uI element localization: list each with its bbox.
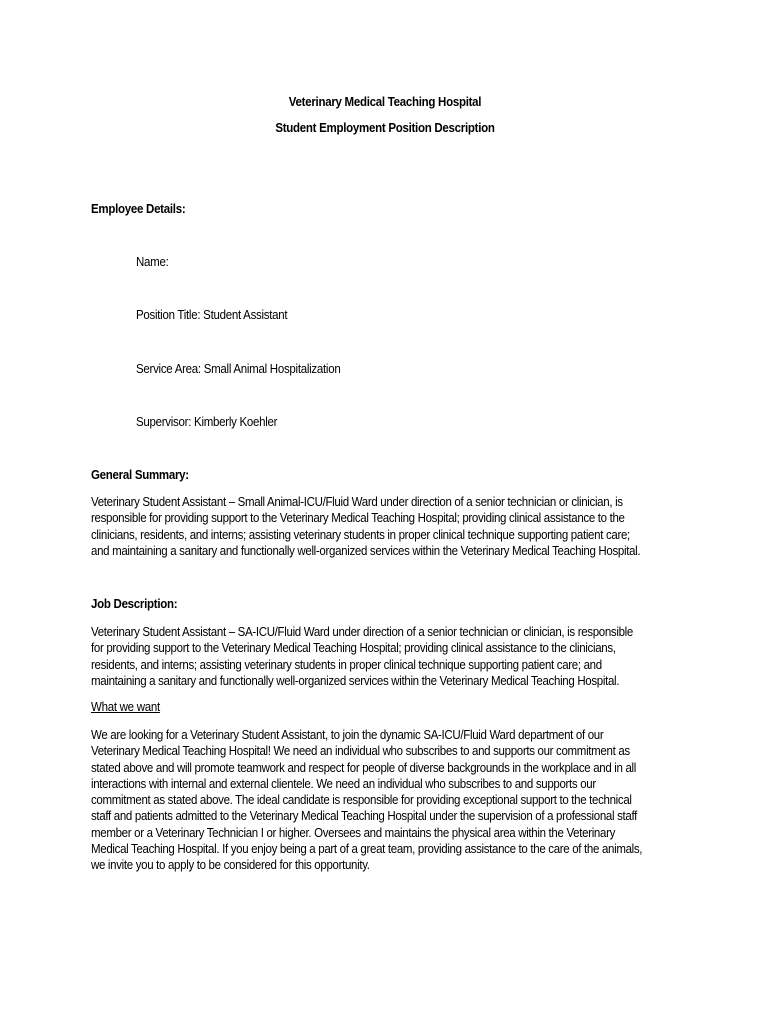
paragraph-line: We are looking for a Veterinary Student Assistant, to join the dynamic SA-ICU/Fluid Ward department of our: [91, 728, 604, 742]
paragraph-line: residents, and interns; assisting veterinary students in proper clinical technique supporting patient care; and: [91, 657, 602, 672]
name-field: Name:: [136, 255, 169, 269]
service-area-field: Service Area: Small Animal Hospitalization: [136, 362, 341, 376]
paragraph-line: stated above and will promote teamwork and respect for people of diverse backgrounds in the workplace and in all: [91, 760, 637, 775]
paragraph-line: we invite you to apply to be considered for this opportunity.: [91, 858, 370, 873]
document-subtitle: Student Employment Position Description: [275, 121, 495, 135]
what-we-want-subheading: What we want: [91, 700, 160, 714]
position-title-field: Position Title: Student Assistant: [136, 308, 288, 322]
paragraph-line: for providing support to the Veterinary Medical Teaching Hospital; providing clinical assistance to the clinicians,: [91, 641, 616, 656]
paragraph-line: and maintaining a sanitary and functionally well-organized services within the Veterinary Medical Teaching Hospital.: [91, 543, 641, 558]
paragraph-line: Veterinary Medical Teaching Hospital! We need an individual who subscribes to and supports our commitment as: [91, 744, 630, 759]
paragraph-line: clinicians, residents, and interns; assisting veterinary students in proper clinical technique supporting patient care;: [91, 527, 630, 542]
paragraph-line: Veterinary Student Assistant – SA-ICU/Fluid Ward under direction of a senior technician or clinician, is responsible: [91, 625, 633, 639]
employee-details-heading: Employee Details:: [91, 202, 186, 216]
general-summary-heading: General Summary:: [91, 468, 189, 482]
job-description-paragraph: [91, 624, 680, 689]
general-summary-paragraph: [91, 494, 680, 559]
document-title: Veterinary Medical Teaching Hospital: [288, 95, 482, 109]
paragraph-line: interactions with internal and external clientele. We need an individual who subscribes to and supports our: [91, 776, 596, 791]
paragraph-line: responsible for providing support to the Veterinary Medical Teaching Hospital; providing clinical assistance to the: [91, 511, 625, 526]
paragraph-line: commitment as stated above. The ideal candidate is responsible for providing exceptional support to the technical: [91, 793, 632, 808]
paragraph-line: Medical Teaching Hospital. If you enjoy being a part of a great team, providing assistance to the care of the animals,: [91, 842, 643, 857]
paragraph-line: staff and patients admitted to the Veterinary Medical Teaching Hospital under the supervision of a professional staff: [91, 809, 637, 824]
paragraph-line: Veterinary Student Assistant – Small Animal-ICU/Fluid Ward under direction of a senior technician or clinician, is: [91, 495, 623, 509]
supervisor-field: Supervisor: Kimberly Koehler: [136, 415, 278, 429]
paragraph-line: maintaining a sanitary and functionally well-organized services within the Veterinary Medical Teaching Hospital.: [91, 673, 620, 688]
paragraph-line: member or a Veterinary Technician I or higher. Oversees and maintains the physical area within the Veterinary: [91, 825, 616, 840]
what-we-want-paragraph: [91, 727, 680, 874]
job-description-heading: Job Description:: [91, 597, 178, 611]
